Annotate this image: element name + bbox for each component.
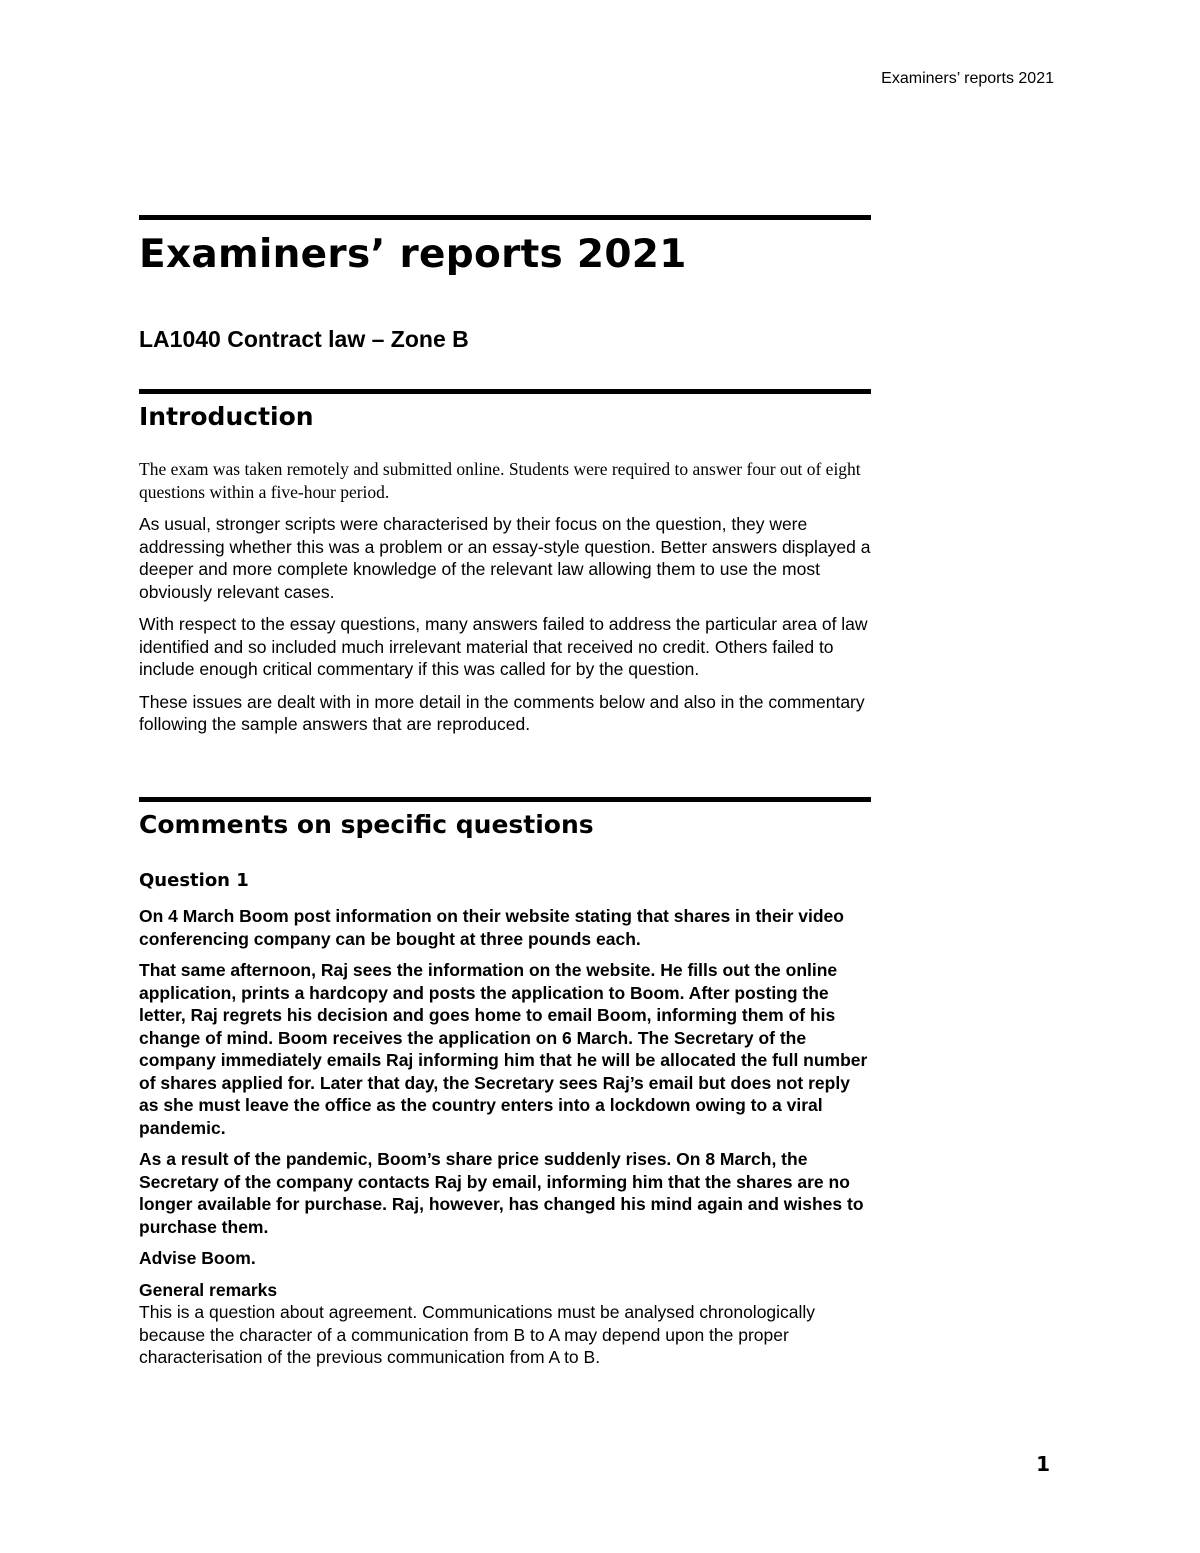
document-title: Examiners’ reports 2021	[139, 232, 687, 277]
question-paragraph: As a result of the pandemic, Boom’s share price suddenly rises. On 8 March, the Secretary of the company contacts Raj by email, informing him that the shares are no longer available for purchase. Raj, however, has changed his mind again and wishes to purchase them.	[139, 1149, 864, 1237]
title-rule	[139, 215, 871, 220]
question-1-block	[139, 870, 871, 1369]
intro-paragraph: As usual, stronger scripts were characterised by their focus on the question, they were addressing whether this was a problem or an essay-style question. Better answers displayed a deeper and more complete knowledge of the relevant law allowing them to use the most obviously relevant cases.	[139, 514, 871, 602]
question-paragraph: On 4 March Boom post information on their website stating that shares in their video conferencing company can be bought at three pounds each.	[139, 906, 844, 949]
introduction-body	[139, 458, 871, 736]
introduction-rule	[139, 389, 871, 394]
general-remarks-text: This is a question about agreement. Communications must be analysed chronologically because the character of a communication from B to A may depend upon the proper characterisation of the previous communication from A to B.	[139, 1302, 816, 1367]
document-subtitle: LA1040 Contract law – Zone B	[139, 326, 469, 352]
comments-rule	[139, 797, 871, 802]
running-header: Examiners’ reports 2021	[881, 70, 1054, 87]
intro-paragraph: With respect to the essay questions, many answers failed to address the particular area of law identified and so included much irrelevant material that received no credit. Others failed to include enough critical commentary if this was called for by the question.	[139, 614, 868, 679]
general-remarks-heading: General remarks	[139, 1279, 278, 1300]
comments-heading: Comments on specific questions	[139, 810, 594, 839]
question-paragraph: That same afternoon, Raj sees the information on the website. He fills out the online application, prints a hardcopy and posts the application to Boom. After posting the letter, Raj regrets his decision and goes home to email Boom, informing them of his change of mind. Boom receives the application on 6 March. The Secretary of the company immediately emails Raj informing him that he will be allocated the full number of shares applied for. Later that day, the Secretary sees Raj’s email but does not reply as she must leave the office as the country enters into a lockdown owing to a viral pandemic.	[139, 960, 868, 1138]
intro-paragraph: These issues are dealt with in more detail in the comments below and also in the commentary following the sample answers that are reproduced.	[139, 691, 865, 734]
intro-paragraph: The exam was taken remotely and submitted online. Students were required to answer four out of eight questions within a five-hour period.	[139, 459, 861, 502]
introduction-heading: Introduction	[139, 402, 314, 431]
question-heading: Question 1	[139, 870, 249, 891]
question-instruction: Advise Boom.	[139, 1248, 256, 1268]
page-number: 1	[1036, 1452, 1050, 1476]
